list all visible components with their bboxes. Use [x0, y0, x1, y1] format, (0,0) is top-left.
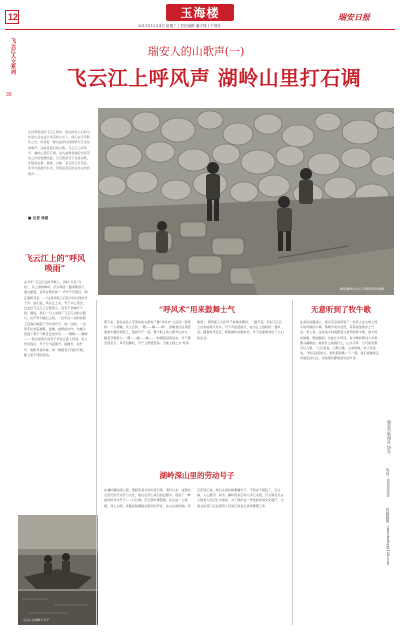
kicker: 瑞安人的山歌声(一) [147, 45, 245, 58]
page-number: 12 [8, 12, 19, 22]
section-one-body: 在半年“飞云江边的号歌人，卯时”以及”乌时”，从上游的峰岭，沉浮等各一路风帆而下，据文献载，其早在明代的“一声号子声起处，满江船帆齐发……”这是老船工们至今仍记得的号子声。他们说，风从江上来，号子从心里出，过去在飞云江上行船的人，没有不会喊号子的。据说，我们一行人来到了飞云江边的古渡口，在芦苇与礁石之间，一位年近八旬的老船工给我们唱起了当年的号子。他一边唱，一边用手比划着撑篙、摇橹、收帆的动作，仿佛又回到了那个千帆竞发的年代……“嘿哟——嘿哟——”低沉而悠长的号子声在江面上回荡。老人告诉我们，号子分为起篙号、摇橹号、拉纤号、收帆号等多种，每一种都有不同的节奏，配合着不同的劳动。 [24, 280, 88, 357]
intro-text: 在民勇果招的飞云江两岸，居住的先人们和当时是生活在这片风景的山水上，他们在辛劳耕作之中，传承着一种自由淳朴的情感与艺术化的歌声。这就是我们的山歌。飞云江上呼风声，湖岭山里打石调，这些曲调是瑞安先民劳动之中的智慧结晶，它们既是号子也是民歌，伴随着农耕、捕鱼、运输、采石的日日夜夜。本刊今起推出系列，带领读者走进这些古老的歌声…… [28, 130, 90, 176]
photo-two-caption: 飞云江上的船工号子 [22, 618, 50, 622]
section-four-heading: 无意听到了牧牛歌 [311, 305, 371, 314]
byline: ■ 记者 林源 [28, 216, 49, 220]
section-one-heading: 飞云江上的“呼风唤雨” [24, 253, 86, 273]
header-page-box [5, 10, 19, 24]
strip-email: 投稿邮箱：ruiantoday@126.com [386, 508, 390, 565]
vertical-info-strip [384, 300, 396, 630]
section-three-heading: 湖岭深山里的劳动号子 [159, 471, 235, 480]
issue-number: 39 [6, 92, 12, 98]
header-rule [5, 29, 395, 30]
column-divider-right [292, 300, 293, 625]
section-two-body: 那下来，我在这些人手里却能完善地了解“呼风术”之后的一套规则：一人领喊，众人应和，“嘿——嗨——呦”，领喊者往往是经验最丰富的老船工，他的号子一起，整个船上的人便齐心协力，随着节奏用力。“嘿——嗨——嗨——”如遇到顶风逆水，号子便急促有力；风平浪静时，号子又舒缓悠扬。当地人称之为“呼风唤雨”，相传船工们的号子能唤来顺风，一路平安。旧时飞云江上往来的船只众多，号子声此起彼伏，成为江上独特的一道风景。随着时代变迁，帆船被机动船取代，号子也渐渐淡出了人们的生活。 [104, 320, 284, 345]
series-label: 飞云江人文系列 [10, 38, 16, 75]
section-three-body: 在湖岭镇的深山里，曾经有着众多的采石场。清代以来，这里的石匠们世代以打石为生，他们在开山采石的过程中，创造了一种独特的劳动号子——打石调。打石调节奏铿锵，往往由一人领唱，众人合唱，伴随着铁锤敲击钢钎的声音，在山谷间回响。老石匠回忆说，抬石头的时候要喊号子，不然步子就乱了，石头重，人心要齐。如今，湖岭的采石场大多已关闭，打石调也只在少数老人的记忆中留存。为了保护这一珍贵的民间文化遗产，当地文化部门正在组织人员进行录音记录和整理工作。 [104, 488, 284, 508]
section-title: 玉海楼 [180, 6, 220, 20]
strip-paper-name: 瑞安市新闻社 协办 [387, 420, 392, 454]
section-title-banner [166, 4, 234, 21]
section-four-body: 在采访的路途上，我们无意间听到了一位老人在山坡上放牛时哼唱的小调。那歌声质朴自然，带着浓浓的乡土气息。老人说，这是他小时候跟着父辈学的牧牛歌，放牛的时候唱，既能解闷，也能让牛听话。牧牛歌的歌词大多是即兴编唱的，看到什么就唱什么，山水花草、日月星辰都可以入歌。“人们常说，山歌山歌，山里的歌，”老人笑着说，“我们这里的山，到处都是歌。”下一期，我们将继续走访瑞安的山区，寻找那些即将消失的声音。 [300, 320, 379, 361]
strip-phone: 电话：65800800 [386, 468, 390, 498]
brand-logo: 瑞安日报 [338, 12, 370, 22]
stone-terrace-photo [98, 108, 394, 295]
photo-one-caption: 瑞安湖岭山区打石场的劳动场景 [339, 287, 384, 291]
column-divider-left [96, 300, 97, 625]
stone-terrace-illustration [98, 108, 394, 295]
river-scene-illustration [18, 515, 98, 625]
headline: 飞云江上呼风声 湖岭山里打石调 [66, 66, 362, 90]
header-date-line: 2013年12月4日 星期三 | 责任编辑 潘宇翔 | 于国彦 [138, 24, 221, 28]
section-two-heading: “呼风术”用来鼓舞士气 [158, 305, 236, 314]
river-photo [18, 515, 98, 625]
